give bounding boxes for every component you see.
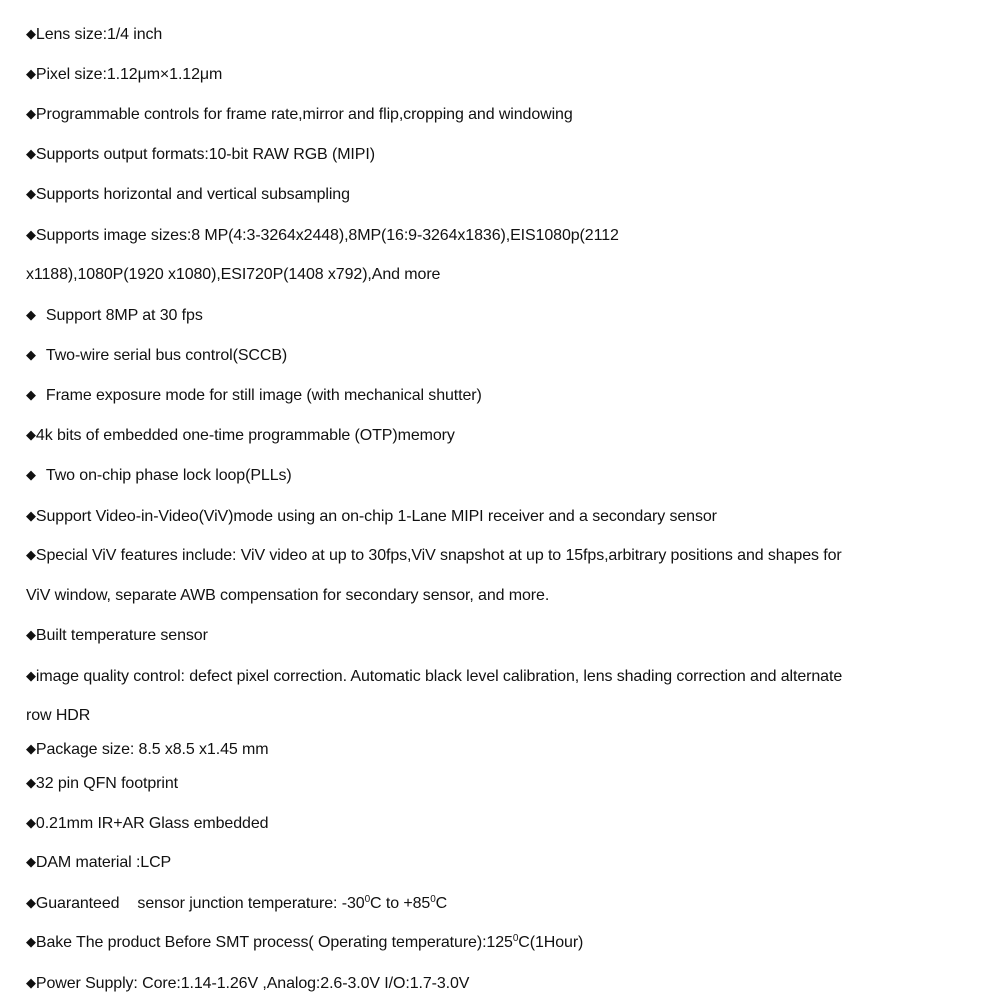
spec-line-subsampling xyxy=(26,184,350,205)
spec-text: Guaranteed xyxy=(35,895,120,912)
spec-text: Supports image sizes:8 MP(4:3-3264x2448),8MP(16:9-3264x1836),EIS1080p(2112 xyxy=(35,227,619,244)
spec-line-image-sizes xyxy=(26,225,619,246)
spec-text: 4k bits of embedded one-time programmable (OTP)memory xyxy=(35,427,455,444)
spec-text: Support Video-in-Video(ViV)mode using an on-chip 1-Lane MIPI receiver and a secondary sensor xyxy=(35,508,717,525)
diamond-bullet-icon: ◆ xyxy=(26,547,36,562)
diamond-bullet-icon: ◆ xyxy=(26,854,36,869)
spec-line-lens-size xyxy=(26,24,162,45)
spec-line-viv-features-cont xyxy=(26,586,549,606)
spec-text: Two on-chip phase lock loop(PLLs) xyxy=(45,467,292,484)
diamond-bullet-icon: ◆ xyxy=(26,741,36,756)
spec-line-viv-features xyxy=(26,545,842,566)
diamond-bullet-icon: ◆ xyxy=(26,347,36,362)
diamond-bullet-icon: ◆ xyxy=(26,895,36,910)
spec-text: x1188),1080P(1920 x1080),ESI720P(1408 x792),And more xyxy=(26,266,441,283)
spec-text: C(1Hour) xyxy=(518,934,584,951)
spec-line-power-supply xyxy=(26,973,469,994)
diamond-bullet-icon: ◆ xyxy=(26,775,36,790)
spec-line-bake xyxy=(26,932,583,953)
spec-line-qfn-footprint xyxy=(26,773,178,794)
spec-text: Special ViV features include: ViV video at up to 30fps,ViV snapshot at up to 15fps,arbitrary positions and shapes for xyxy=(35,547,842,564)
spec-text: Supports horizontal and vertical subsampling xyxy=(35,186,350,203)
spec-line-pixel-size xyxy=(26,64,222,85)
spec-text: Two-wire serial bus control(SCCB) xyxy=(45,347,288,364)
degree-superscript: 0 xyxy=(512,933,519,944)
spec-text: C to +85 xyxy=(370,895,431,912)
diamond-bullet-icon: ◆ xyxy=(26,66,36,81)
spec-text: image quality control: defect pixel correction. Automatic black level calibration, lens shading correction and alternate xyxy=(35,668,843,685)
spec-text: Power Supply: Core:1.14-1.26V ,Analog:2.6-3.0V I/O:1.7-3.0V xyxy=(35,975,470,992)
spec-text: Built temperature sensor xyxy=(35,627,208,644)
spec-line-viv-mode xyxy=(26,506,717,527)
spec-line-image-quality xyxy=(26,666,842,687)
spec-line-image-quality-cont xyxy=(26,706,90,726)
spec-text: ViV window, separate AWB compensation for secondary sensor, and more. xyxy=(26,587,550,604)
diamond-bullet-icon: ◆ xyxy=(26,26,36,41)
spec-text: 0.21mm IR+AR Glass embedded xyxy=(35,815,269,832)
diamond-bullet-icon: ◆ xyxy=(26,467,36,482)
diamond-bullet-icon: ◆ xyxy=(26,387,36,402)
spec-text: row HDR xyxy=(26,707,91,724)
spec-line-frame-exposure xyxy=(26,385,482,406)
diamond-bullet-icon: ◆ xyxy=(26,934,36,949)
degree-superscript: 0 xyxy=(430,894,436,905)
spec-line-package-size xyxy=(26,739,268,760)
diamond-bullet-icon: ◆ xyxy=(26,186,36,201)
spec-text: DAM material :LCP xyxy=(35,854,172,871)
spec-line-image-sizes-cont xyxy=(26,265,440,285)
spec-line-programmable-controls xyxy=(26,104,573,125)
diamond-bullet-icon: ◆ xyxy=(26,668,36,683)
diamond-bullet-icon: ◆ xyxy=(26,106,36,121)
spec-text: Frame exposure mode for still image (with mechanical shutter) xyxy=(45,387,482,404)
spec-line-temperature-sensor xyxy=(26,625,208,646)
diamond-bullet-icon: ◆ xyxy=(26,627,36,642)
spec-text: C xyxy=(435,895,448,912)
spec-text: Pixel size:1.12μm×1.12μm xyxy=(35,66,223,83)
spec-line-output-formats xyxy=(26,144,375,165)
spec-line-dam-material xyxy=(26,852,171,873)
spec-line-8mp-30fps xyxy=(26,305,203,326)
diamond-bullet-icon: ◆ xyxy=(26,975,36,990)
spec-line-junction-temperature xyxy=(26,893,447,914)
spec-text: 32 pin QFN footprint xyxy=(35,775,178,792)
spec-text: Lens size:1/4 inch xyxy=(35,26,163,43)
spec-line-sccb xyxy=(26,345,287,366)
spec-line-glass xyxy=(26,813,268,834)
spec-line-otp-memory xyxy=(26,425,455,446)
spec-text: Bake The product Before SMT process( Operating temperature):125 xyxy=(35,934,513,951)
diamond-bullet-icon: ◆ xyxy=(26,508,36,523)
degree-superscript: 0 xyxy=(364,894,371,905)
spec-text: Programmable controls for frame rate,mirror and flip,cropping and windowing xyxy=(35,106,573,123)
spec-text: Package size: 8.5 x8.5 x1.45 mm xyxy=(35,741,269,758)
spec-line-plls xyxy=(26,465,292,486)
diamond-bullet-icon: ◆ xyxy=(26,307,36,322)
spec-text: Supports output formats:10-bit RAW RGB (MIPI) xyxy=(35,146,375,163)
spec-text: sensor junction temperature: -30 xyxy=(137,895,365,912)
diamond-bullet-icon: ◆ xyxy=(26,815,36,830)
diamond-bullet-icon: ◆ xyxy=(26,427,36,442)
spec-text: Support 8MP at 30 fps xyxy=(45,307,203,324)
diamond-bullet-icon: ◆ xyxy=(26,227,36,242)
diamond-bullet-icon: ◆ xyxy=(26,146,36,161)
